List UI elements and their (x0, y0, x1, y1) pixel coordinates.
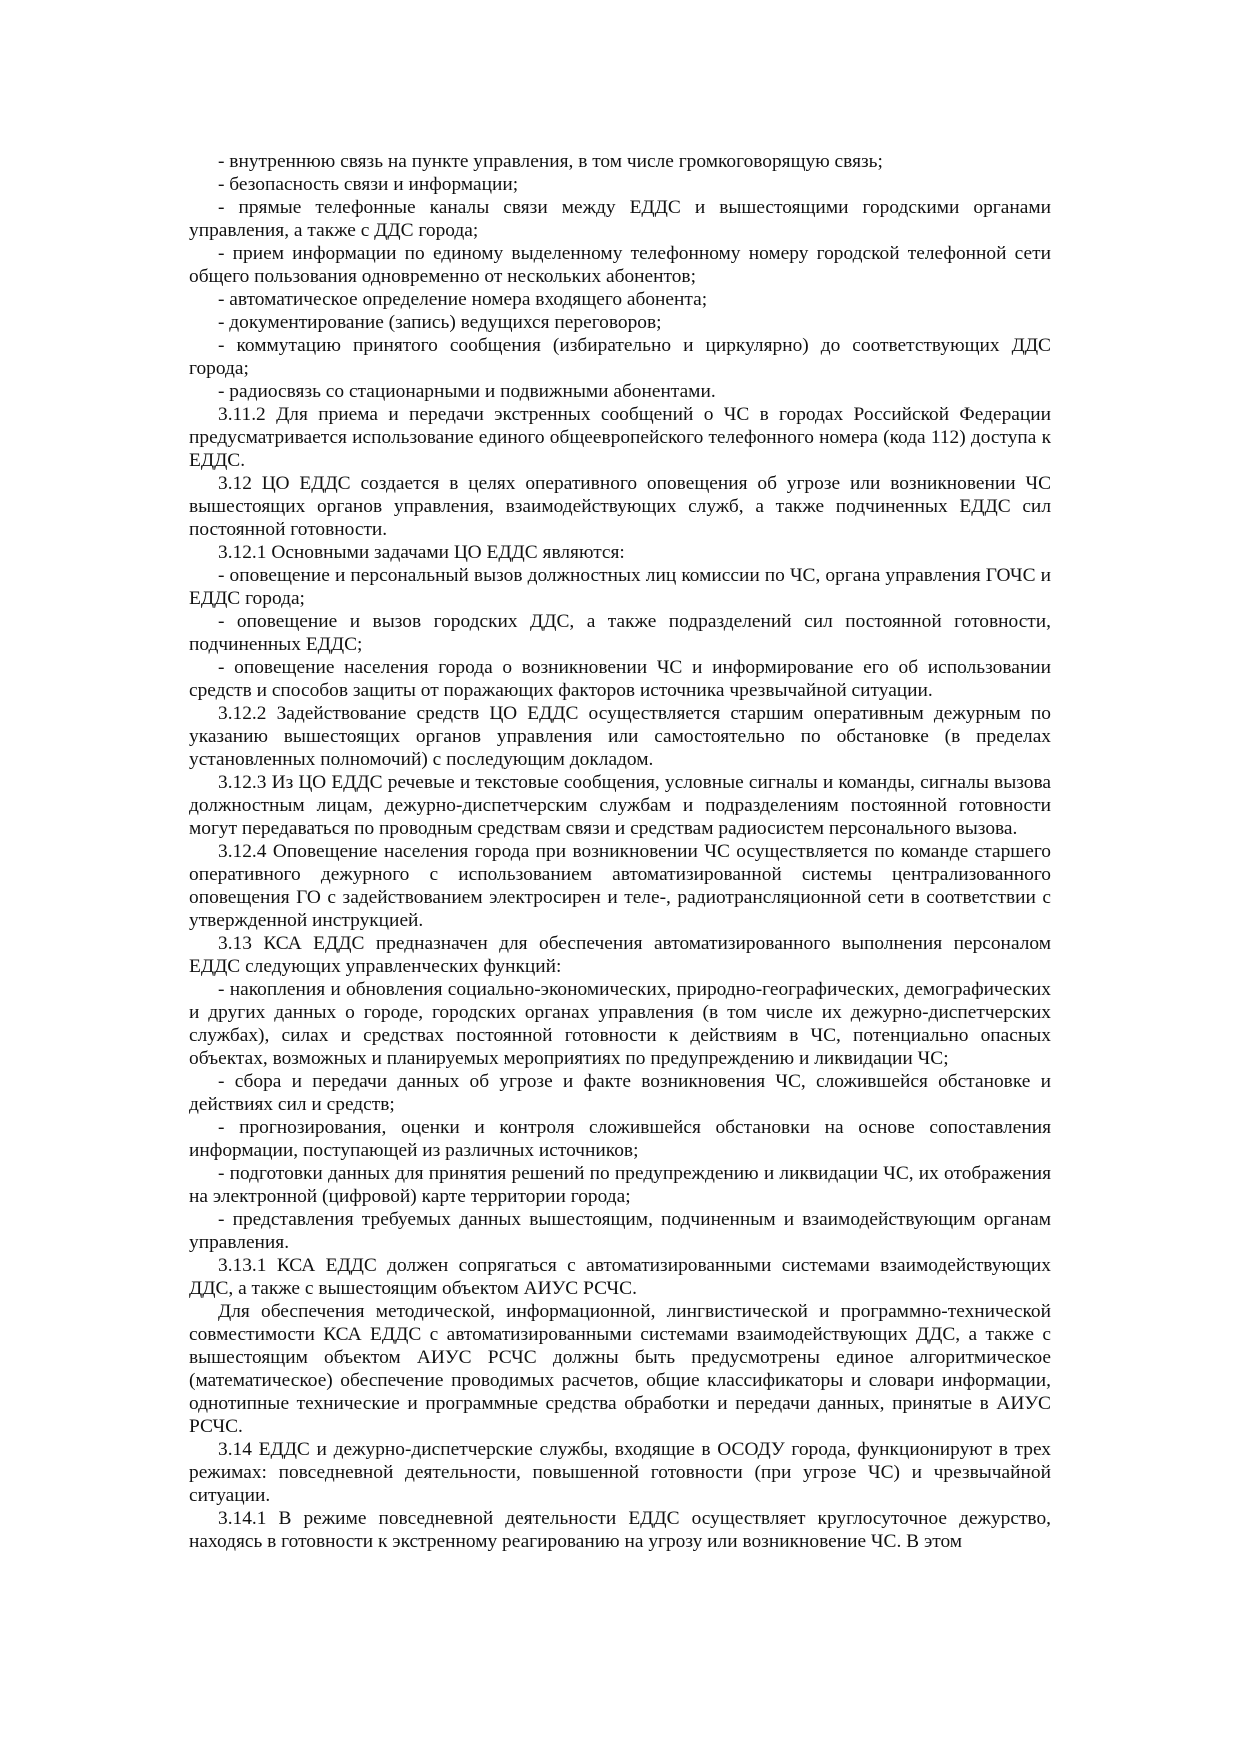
document-page (189, 150, 1051, 1553)
paragraph-3-12-1: 3.12.1 Основными задачами ЦО ЕДДС являются: (218, 542, 625, 563)
paragraph-3-12-4: 3.12.4 Оповещение населения города при возникновении ЧС осуществляется по команде старшего оперативного дежурного с использованием автоматизированной системы централизованного оповещения ГО с задействованием электросирен и теле-, радиотрансляционной сети в соответствии с утвержденной инструкцией. (189, 841, 1051, 931)
paragraph-list-officials: - оповещение и персональный вызов должностных лиц комиссии по ЧС, органа управления ГОЧС и ЕДДС города; (189, 565, 1051, 609)
paragraph-list-switching: - коммутацию принятого сообщения (избирательно и циркулярно) до соответствующих ДДС города; (189, 335, 1051, 379)
paragraph-list-reporting: - представления требуемых данных вышестоящим, подчиненным и взаимодействующим органам управления. (189, 1209, 1051, 1253)
paragraph-list-accumulation: - накопления и обновления социально-экономических, природно-географических, демографических и других данных о городе, городских органах управления (в том числе их дежурно-диспетчерских службах), силах и средствах постоянной готовности к действиям в ЧС, потенциально опасных объектах, возможных и планируемых мероприятиях по предупреждению и ликвидации ЧС; (189, 979, 1051, 1069)
paragraph-list-single-number: - прием информации по единому выделенному телефонному номеру городской телефонной сети общего пользования одновременно от нескольких абонентов; (189, 243, 1051, 287)
paragraph-3-14-1: 3.14.1 В режиме повседневной деятельности ЕДДС осуществляет круглосуточное дежурство, находясь в готовности к экстренному реагированию на угрозу или возникновение ЧС. В этом (189, 1508, 1051, 1552)
paragraph-3-13: 3.13 КСА ЕДДС предназначен для обеспечения автоматизированного выполнения персоналом ЕДДС следующих управленческих функций: (189, 933, 1051, 977)
paragraph-list-direct-channels: - прямые телефонные каналы связи между ЕДДС и вышестоящими городскими органами управления, а также с ДДС города; (189, 197, 1051, 241)
paragraph-3-14: 3.14 ЕДДС и дежурно-диспетчерские службы, входящие в ОСОДУ города, функционируют в трех режимах: повседневной деятельности, повышенной готовности (при угрозе ЧС) и чрезвычайной ситуации. (189, 1439, 1051, 1506)
paragraph-list-city-dds: - оповещение и вызов городских ДДС, а также подразделений сил постоянной готовности, подчиненных ЕДДС; (189, 611, 1051, 655)
paragraph-3-12-3: 3.12.3 Из ЦО ЕДДС речевые и текстовые сообщения, условные сигналы и команды, сигналы вызова должностным лицам, дежурно-диспетчерским службам и подразделениям постоянной готовности могут передаваться по проводным средствам связи и средствам радиосистем персонального вызова. (189, 772, 1051, 839)
paragraph-list-security: - безопасность связи и информации; (218, 174, 519, 195)
paragraph-list-collection: - сбора и передачи данных об угрозе и факте возникновения ЧС, сложившейся обстановке и действиях сил и средств; (189, 1071, 1051, 1115)
paragraph-3-12: 3.12 ЦО ЕДДС создается в целях оперативного оповещения об угрозе или возникновении ЧС вышестоящих органов управления, взаимодействующих служб, а также подчиненных ЕДДС сил постоянной готовности. (189, 473, 1051, 540)
paragraph-3-11-2: 3.11.2 Для приема и передачи экстренных сообщений о ЧС в городах Российской Федерации предусматривается использование единого общеевропейского телефонного номера (кода 112) доступа к ЕДДС. (189, 404, 1051, 471)
paragraph-list-radio: - радиосвязь со стационарными и подвижными абонентами. (218, 381, 716, 402)
paragraph-list-population: - оповещение населения города о возникновении ЧС и информирование его об использовании средств и способов защиты от поражающих факторов источника чрезвычайной ситуации. (189, 657, 1051, 701)
paragraph-list-internal-comm: - внутреннюю связь на пункте управления, в том числе громкоговорящую связь; (218, 151, 883, 172)
paragraph-3-12-2: 3.12.2 Задействование средств ЦО ЕДДС осуществляется старшим оперативным дежурным по указанию вышестоящих органов управления или самостоятельно по обстановке (в пределах установленных полномочий) с последующим докладом. (189, 703, 1051, 770)
paragraph-list-caller-id: - автоматическое определение номера входящего абонента; (218, 289, 708, 310)
paragraph-list-recording: - документирование (запись) ведущихся переговоров; (218, 312, 662, 333)
paragraph-3-13-1: 3.13.1 КСА ЕДДС должен сопрягаться с автоматизированными системами взаимодействующих ДДС, а также с вышестоящим объектом АИУС РСЧС. (189, 1255, 1051, 1299)
paragraph-compatibility: Для обеспечения методической, информационной, лингвистической и программно-технической совместимости КСА ЕДДС с автоматизированными системами взаимодействующих ДДС, а также с вышестоящим объектом АИУС РСЧС должны быть предусмотрены единое алгоритмическое (математическое) обеспечение проводимых расчетов, общие классификаторы и словари информации, однотипные технические и программные средства обработки и передачи данных, принятые в АИУС РСЧС. (189, 1301, 1051, 1437)
paragraph-list-forecasting: - прогнозирования, оценки и контроля сложившейся обстановки на основе сопоставления информации, поступающей из различных источников; (189, 1117, 1051, 1161)
paragraph-list-decision-data: - подготовки данных для принятия решений по предупреждению и ликвидации ЧС, их отображения на электронной (цифровой) карте территории города; (189, 1163, 1051, 1207)
